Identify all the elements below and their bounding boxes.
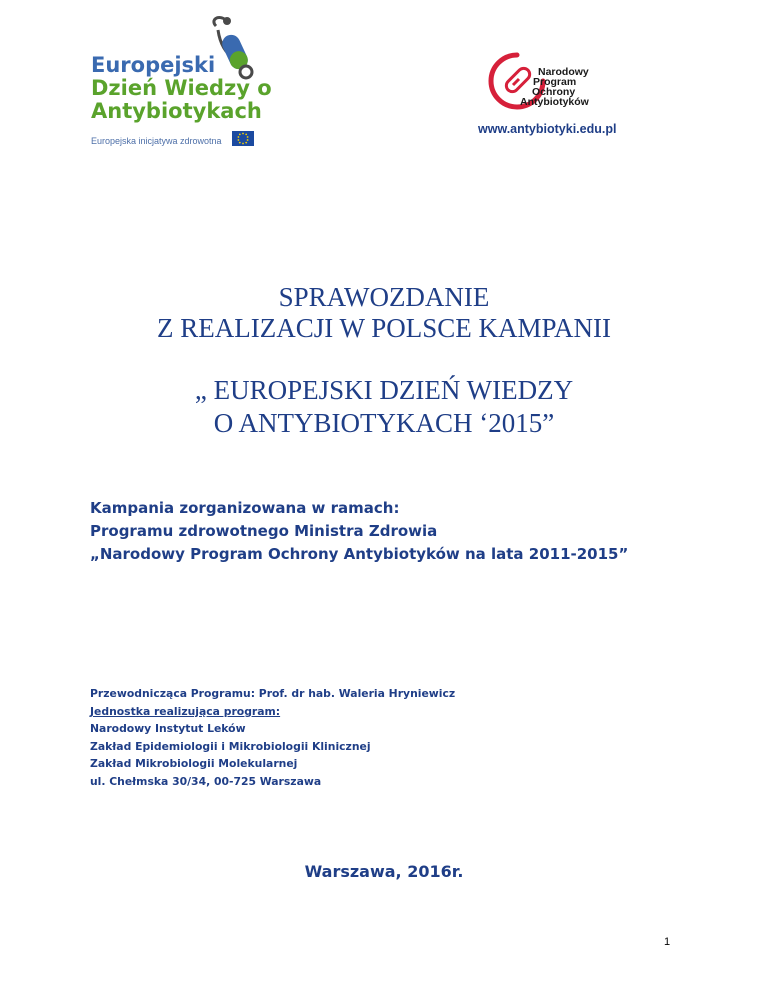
npoa-logo-line1: Narodowy	[538, 66, 589, 78]
department-2: Zakład Mikrobiologii Molekularnej	[90, 757, 298, 770]
implementing-unit-label: Jednostka realizująca program:	[90, 705, 281, 718]
npoa-logo	[488, 52, 608, 112]
report-title-line2: Z REALIZACJI W POLSCE KAMPANII	[156, 313, 612, 343]
eaad-logo-subtitle: Europejska inicjatywa zdrowotna	[91, 136, 222, 146]
campaign-line3: „Narodowy Program Ochrony Antybiotyków na lata 2011-2015”	[90, 545, 629, 563]
npoa-logo-line2: Program	[533, 76, 577, 88]
report-title-line4: O ANTYBIOTYKACH ‘2015”	[213, 408, 555, 438]
website-url: www.antybiotyki.edu.pl	[478, 122, 617, 136]
eaad-logo-line1: Europejski	[91, 53, 216, 77]
place-date: Warszawa, 2016r.	[304, 862, 464, 881]
program-chair: Przewodnicząca Programu: Prof. dr hab. Waleria Hryniewicz	[90, 687, 456, 700]
report-title-line3: „ EUROPEJSKI DZIEŃ WIEDZY	[194, 375, 574, 405]
npoa-logo-line3: Ochrony	[532, 86, 576, 98]
department-1: Zakład Epidemiologii i Mikrobiologii Klinicznej	[90, 740, 371, 753]
address: ul. Chełmska 30/34, 00-725 Warszawa	[90, 775, 322, 788]
npoa-logo-line4: Antybiotyków	[520, 96, 589, 108]
eu-flag-icon	[232, 131, 254, 146]
eaad-logo-line3: Antybiotykach	[91, 99, 262, 123]
report-title-line1: SPRAWOZDANIE	[278, 282, 490, 312]
institute-name: Narodowy Instytut Leków	[90, 722, 246, 735]
page-number: 1	[664, 936, 671, 948]
campaign-line1: Kampania zorganizowana w ramach:	[90, 499, 400, 517]
campaign-line2: Programu zdrowotnego Ministra Zdrowia	[90, 522, 438, 540]
eaad-logo-line2: Dzień Wiedzy o	[91, 76, 272, 100]
eaad-logo	[88, 14, 272, 154]
